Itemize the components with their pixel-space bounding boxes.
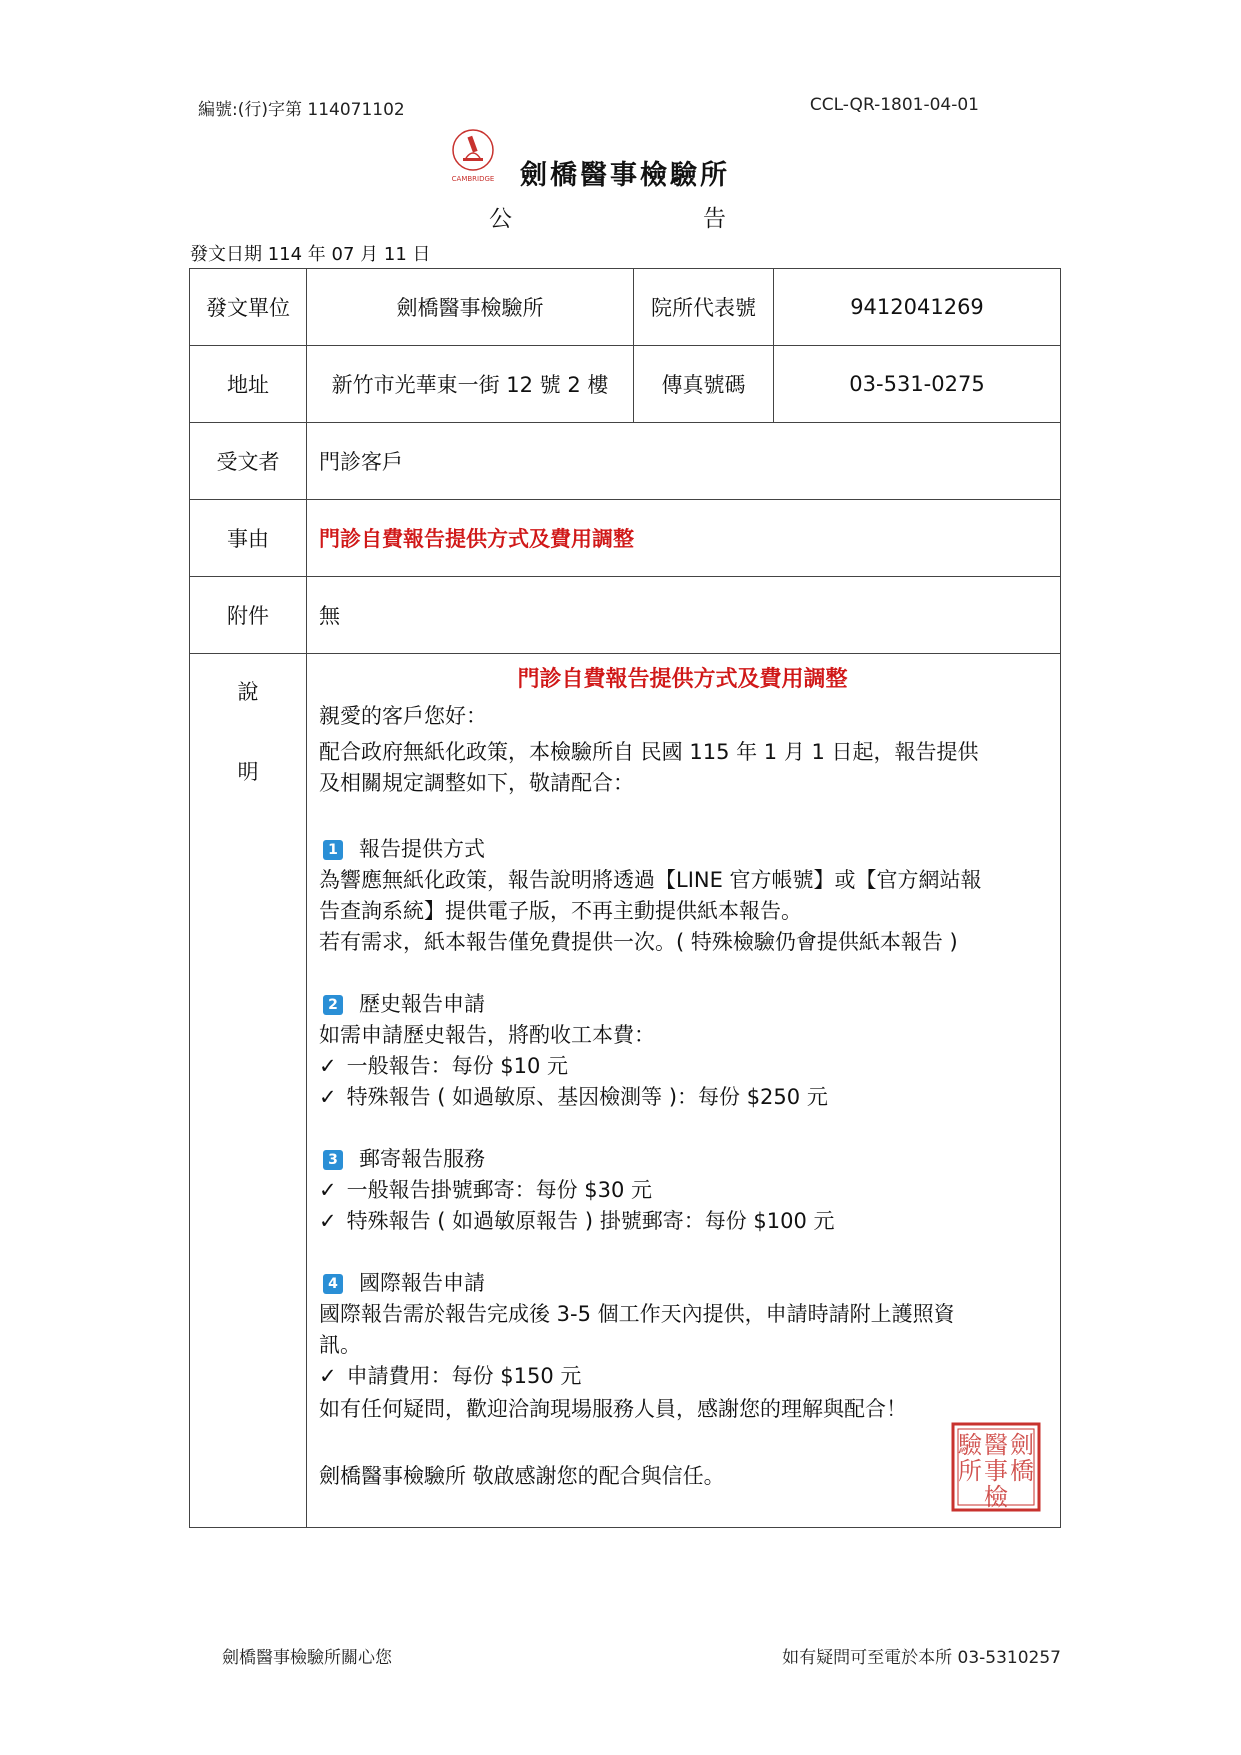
section-title: 歷史報告申請: [359, 992, 485, 1016]
official-seal-icon: [950, 1421, 1042, 1513]
attachment-value: 無: [307, 577, 1061, 654]
table-row: [190, 423, 1061, 500]
check-icon: ✓: [319, 1209, 337, 1233]
list-item: [319, 1175, 1046, 1206]
section-title: 郵寄報告服務: [359, 1147, 485, 1171]
explanation-label-char-1: 說: [237, 680, 259, 704]
issuer-value: 劍橋醫事檢驗所: [307, 269, 634, 346]
check-icon: ✓: [319, 1054, 337, 1078]
subject-value: 門診自費報告提供方式及費用調整: [307, 500, 1061, 577]
explanation-body: [307, 654, 1061, 1528]
code-label: 院所代表號: [634, 269, 774, 346]
closing-block: [319, 1431, 1046, 1511]
check-icon: ✓: [319, 1364, 337, 1388]
table-row: [190, 346, 1061, 423]
section-text: 訊。: [319, 1333, 361, 1357]
list-item-text: 一般報告掛號郵寄：每份 $30 元: [346, 1178, 653, 1202]
form-code: CCL-QR-1801-04-01: [809, 95, 979, 115]
number-1-icon: 1: [323, 840, 343, 860]
address-label: 地址: [190, 346, 307, 423]
address-value: 新竹市光華東一街 12 號 2 樓: [307, 346, 634, 423]
notice-title-left: 公: [489, 206, 512, 232]
table-row: [190, 654, 1061, 1528]
list-item-text: 一般報告：每份 $10 元: [346, 1054, 569, 1078]
notice-title-right: 告: [703, 206, 726, 232]
explanation-label: [190, 654, 307, 1528]
svg-text:CAMBRIDGE: CAMBRIDGE: [451, 175, 495, 183]
list-item: [319, 1082, 1046, 1113]
table-row: [190, 500, 1061, 577]
section-3-heading: [319, 1144, 1046, 1175]
intro-line: 及相關規定調整如下，敬請配合：: [319, 771, 634, 795]
intro-line: 配合政府無紙化政策，本檢驗所自 民國 115 年 1 月 1 日起，報告提供: [319, 740, 979, 764]
table-row: [190, 577, 1061, 654]
section-text: 若有需求，紙本報告僅免費提供一次。( 特殊檢驗仍會提供紙本報告 ): [319, 930, 958, 954]
explanation-heading: 門診自費報告提供方式及費用調整: [517, 667, 848, 692]
issuer-label: 發文單位: [190, 269, 307, 346]
list-item: [319, 1361, 1046, 1392]
number-4-icon: 4: [323, 1274, 343, 1294]
section-text: 國際報告需於報告完成後 3-5 個工作天內提供，申請時請附上護照資: [319, 1302, 955, 1326]
microscope-logo-icon: [448, 128, 498, 186]
fax-value: 03-531-0275: [774, 346, 1061, 423]
code-value: 9412041269: [774, 269, 1061, 346]
recipient-value: 門診客戶: [307, 423, 1061, 500]
closing-text: 劍橋醫事檢驗所 敬啟感謝您的配合與信任。: [319, 1464, 725, 1488]
recipient-label: 受文者: [190, 423, 307, 500]
list-item: [319, 1051, 1046, 1082]
check-icon: ✓: [319, 1178, 337, 1202]
table-row: [190, 269, 1061, 346]
issue-date: 發文日期 114 年 07 月 11 日: [190, 244, 431, 265]
greeting: 親愛的客戶您好：: [319, 704, 487, 728]
section-4-heading: [319, 1268, 1046, 1299]
attachment-label: 附件: [190, 577, 307, 654]
number-3-icon: 3: [323, 1150, 343, 1170]
list-item-text: 特殊報告 ( 如過敏原報告 ) 掛號郵寄：每份 $100 元: [346, 1209, 835, 1233]
fax-label: 傳真號碼: [634, 346, 774, 423]
section-title: 國際報告申請: [359, 1271, 485, 1295]
list-item-text: 特殊報告 ( 如過敏原、基因檢測等 )：每份 $250 元: [346, 1085, 828, 1109]
section-text: 告查詢系統】提供電子版，不再主動提供紙本報告。: [319, 899, 802, 923]
document-number: 編號:(行)字第 114071102: [198, 100, 405, 120]
number-2-icon: 2: [323, 995, 343, 1015]
list-item: [319, 1206, 1046, 1237]
section-text: 為響應無紙化政策，報告說明將透過【LINE 官方帳號】或【官方網站報: [319, 868, 982, 892]
footer-right: 如有疑問可至電於本所 03-5310257: [782, 1648, 1061, 1668]
check-icon: ✓: [319, 1085, 337, 1109]
section-1-heading: [319, 834, 1046, 865]
subject-label: 事由: [190, 500, 307, 577]
svg-text:劍橋 醫事檢: 劍橋 醫事檢 驗所: [958, 1431, 1034, 1511]
list-item-text: 申請費用：每份 $150 元: [346, 1364, 582, 1388]
section-2-heading: [319, 989, 1046, 1020]
section-title: 報告提供方式: [359, 837, 485, 861]
footer-left: 劍橋醫事檢驗所關心您: [222, 1648, 392, 1668]
section-text: 如需申請歷史報告，將酌收工本費：: [319, 1023, 655, 1047]
inquiry-text: 如有任何疑問，歡迎洽詢現場服務人員，感謝您的理解與配合！: [319, 1397, 907, 1421]
notice-table: [189, 268, 1061, 1528]
organization-title: 劍橋醫事檢驗所: [520, 160, 730, 191]
explanation-label-char-2: 明: [237, 760, 259, 784]
